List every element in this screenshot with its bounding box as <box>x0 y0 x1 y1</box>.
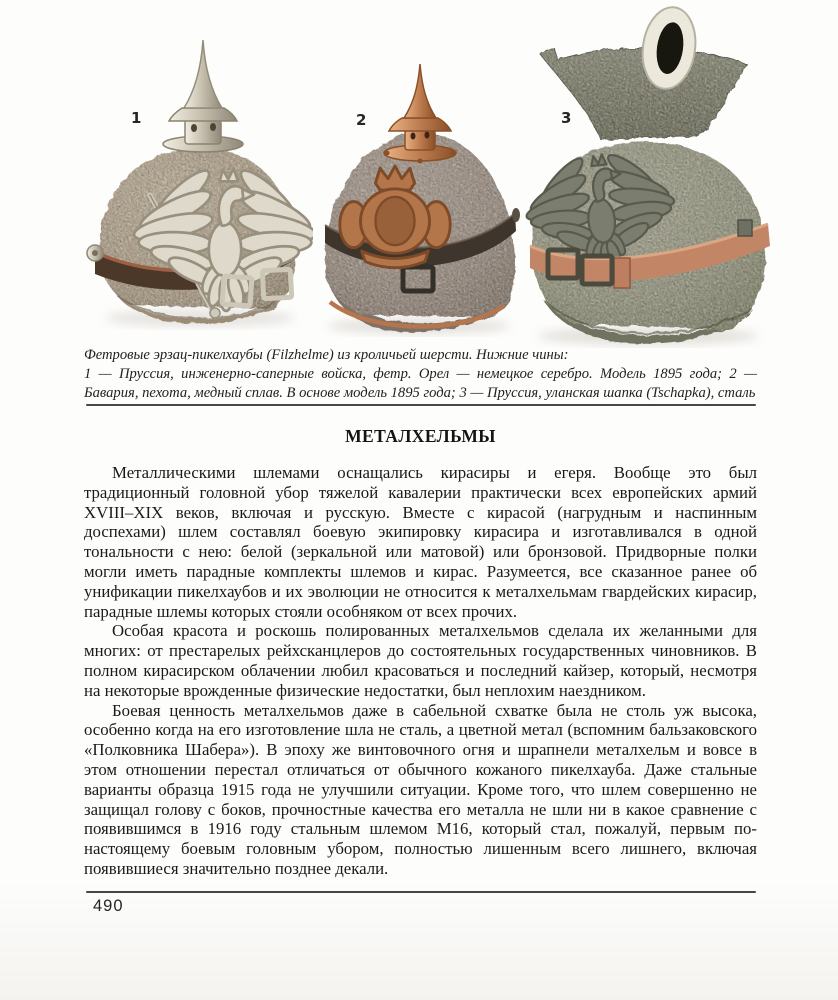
figure-label-2: 2 <box>356 111 367 129</box>
figure-label-3: 3 <box>561 109 572 127</box>
page-number: 490 <box>93 897 124 915</box>
figure-label-1: 1 <box>131 109 142 127</box>
helmet-1-felt-pickelhaube-illustration <box>85 28 313 330</box>
helmet-1-spike <box>163 40 243 152</box>
paragraph-1: Металлическими шлемами оснащались кирасиры и егеря. Вообще это был традиционный головной убор тяжелой кавалерии практически всех европейских армий XVIII–XIX веков, включая и русскую. Вместе с кирасой (нагрудным и наспинным доспехами) шлем составлял боевую экипировку кирасира и изготавливался в одной тональности с нею: белой (зеркальной или матовой) или бронзовой. Придворные полки могли иметь парадные комплекты шлемов и кирас. Разумеется, все сказанное ранее об унификации пикелхаубов и их эволюции не относится к металхельмам гвардейских кирасир, парадные шлемы которых стояли особняком от всех прочих. <box>84 463 757 621</box>
caption-divider-rule <box>86 404 756 406</box>
helmet-2-spike <box>384 64 456 164</box>
figure-caption-details: 1 — Пруссия, инженерно-саперные войска, фетр. Орел — немецкое серебро. Модель 1895 года; 2 — Бавария, пехота, медный сплав. В основе модель 1895 года; 3 — Пруссия, уланская шапка (Tschapka), сталь <box>84 365 757 401</box>
helmet-3-tschapka-illustration <box>518 0 782 348</box>
footer-rule <box>86 891 756 893</box>
body-text <box>84 463 757 879</box>
figure-caption <box>84 346 757 402</box>
paragraph-2: Особая красота и роскошь полированных металхельмов сделала их желанными для многих: от престарелых рейхсканцлеров до состоятельных государственных чиновников. В полном кирасирском облачении любил красоваться и последний кайзер, который, несмотря на некоторые врожденные физические недостатки, был неплохим наездником. <box>84 621 757 700</box>
paragraph-3: Боевая ценность металхельмов даже в сабельной схватке была не столь уж высока, особенно когда на его изготовление шла не сталь, а цветной метал (вспомним бальзаковского «Полковника Шабера»). В эпоху же винтовочного огня и шрапнели металхельм и вовсе в этом отношении перестал отличаться от обычного кожаного пикелхауба. Даже стальные варианты образца 1915 года не улучшили ситуации. Кроме того, что шлем совершенно не защищал голову с боков, прочностные качества его металла не шли ни в какое сравнение с появившимся в 1916 году стальным шлемом М16, который стал, пожалуй, первым по-настоящему боевым головным убором, полностью лишенным всего лишнего, включая появившиеся значительно позднее декали. <box>84 700 757 878</box>
figure-caption-intro: Фетровые эрзац-пикелхаубы (Filzhelme) из кроличьей шерсти. Нижние чины: <box>84 347 569 363</box>
section-heading: МЕТАЛХЕЛЬМЫ <box>345 426 496 446</box>
helmet-2-felt-pickelhaube-illustration <box>315 52 527 337</box>
